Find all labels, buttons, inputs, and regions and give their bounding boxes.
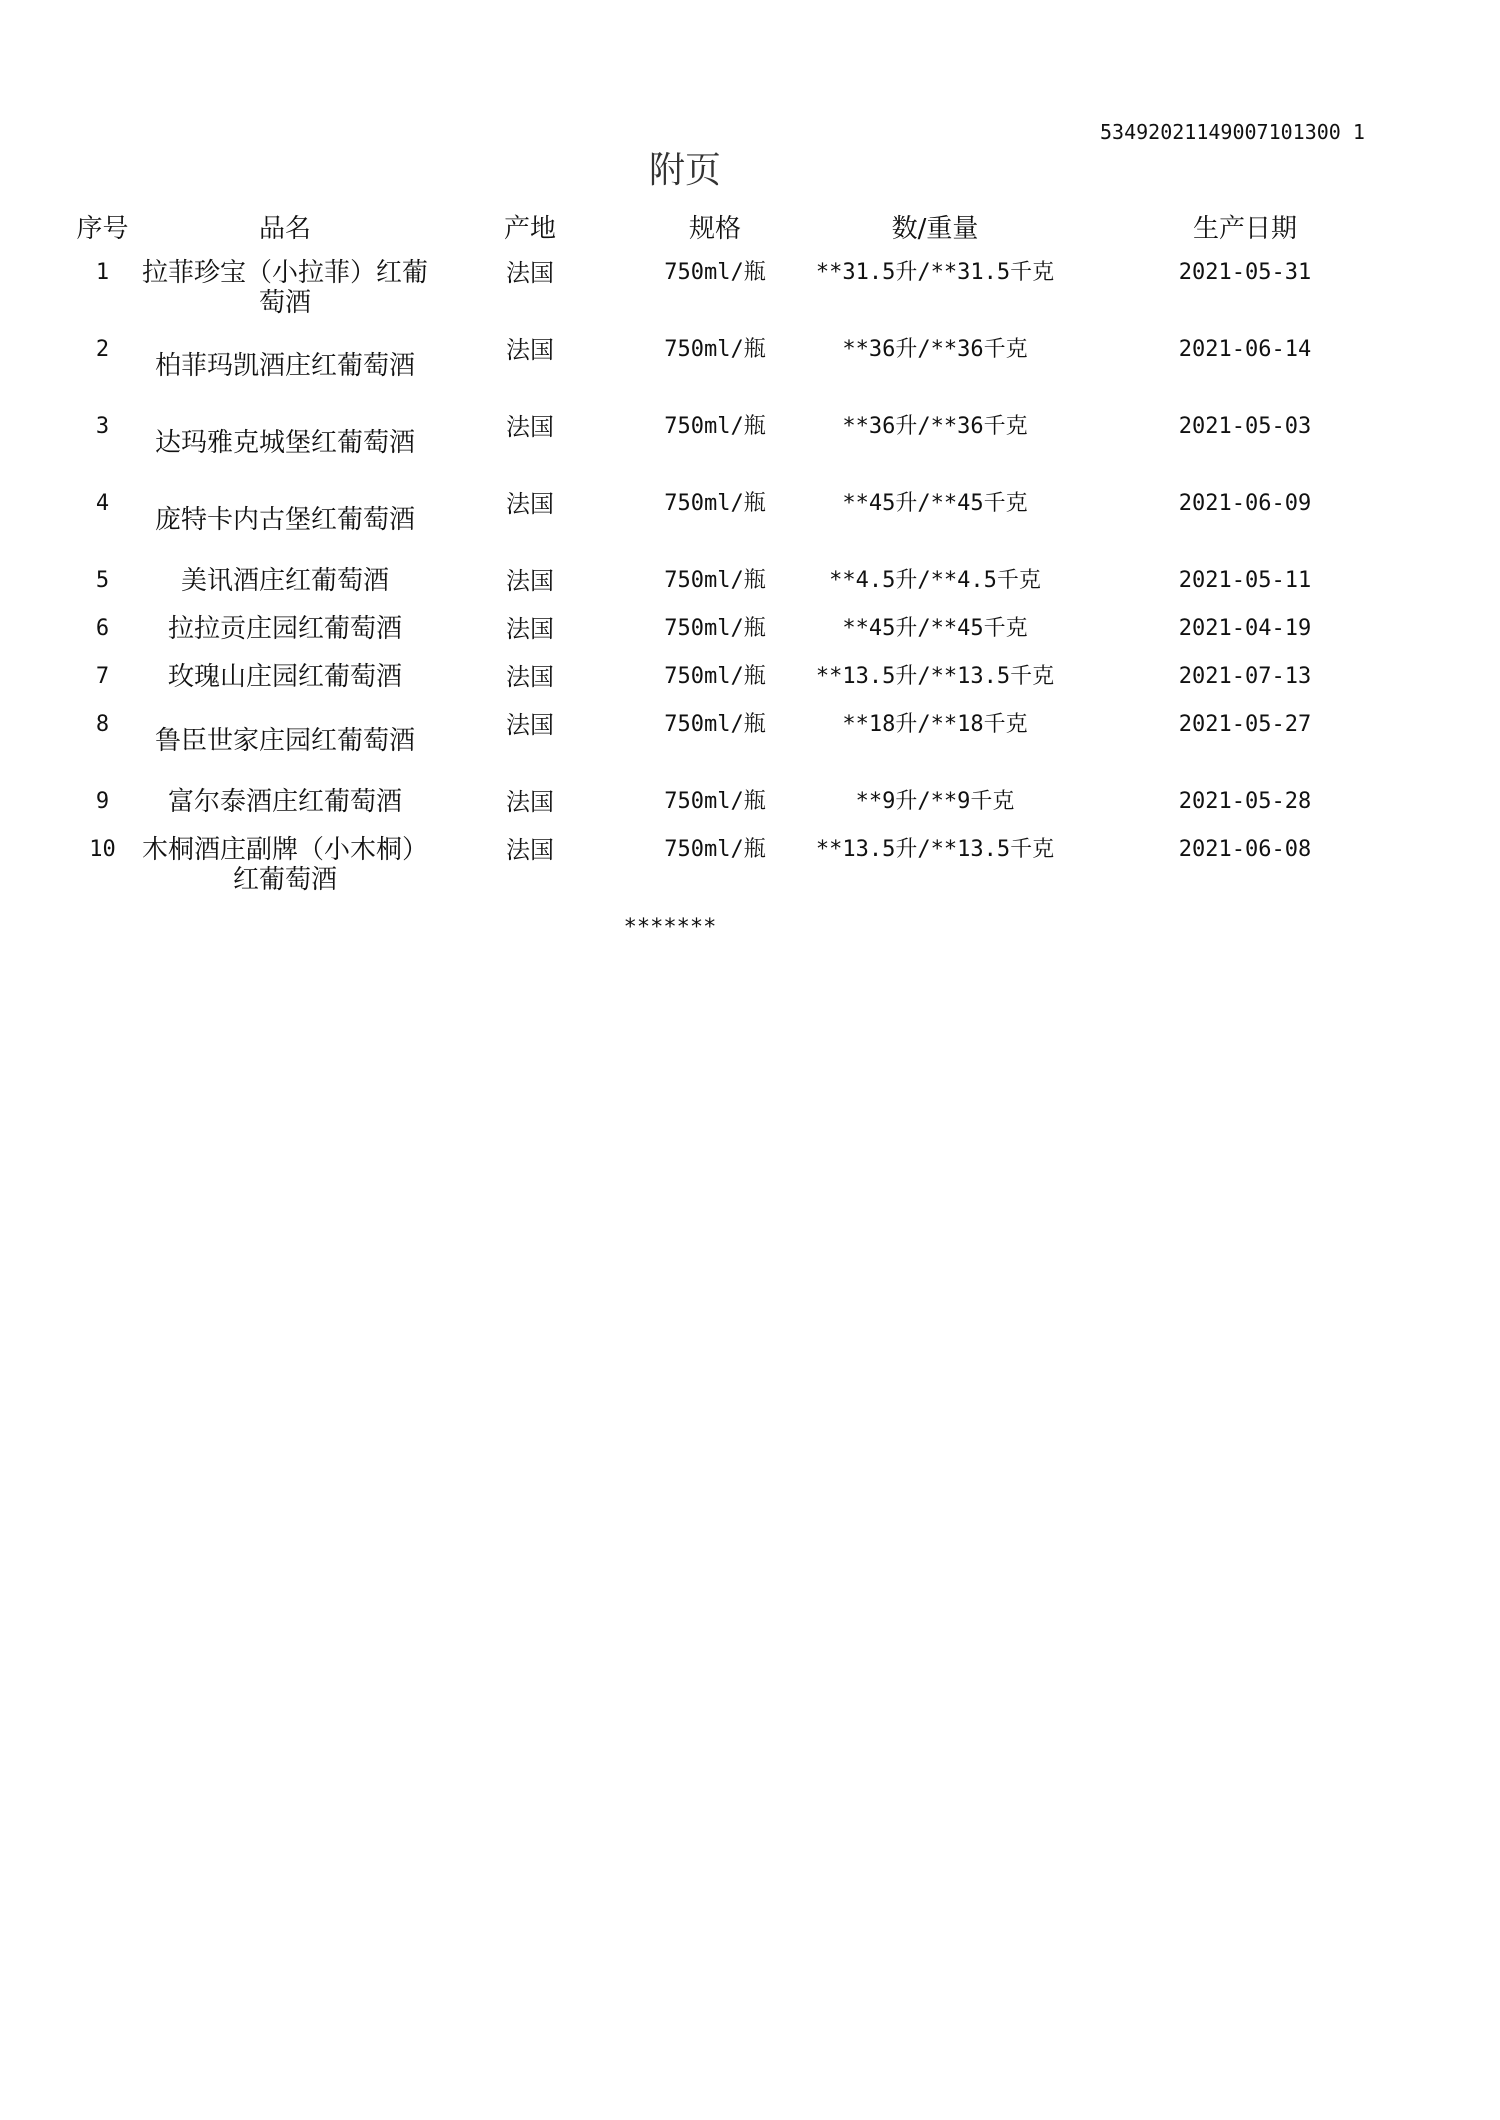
header-origin: 产地 (503, 214, 556, 244)
cell-date: 2021-06-09 (1178, 491, 1312, 516)
cell-spec: 750ml/瓶 (664, 337, 766, 362)
page-title: 附页 (648, 150, 721, 191)
header-date: 生产日期 (1192, 214, 1297, 244)
cell-spec: 750ml/瓶 (664, 837, 766, 862)
cell-origin: 法国 (506, 663, 554, 691)
cell-date: 2021-05-31 (1178, 260, 1312, 285)
cell-origin: 法国 (506, 788, 554, 816)
cell-origin: 法国 (506, 413, 554, 441)
cell-no: 7 (95, 664, 110, 689)
cell-name: 木桐酒庄副牌（小木桐）红葡萄酒 (141, 835, 428, 895)
header-name: 品名 (258, 214, 311, 244)
cell-no: 1 (95, 260, 110, 285)
end-mark: ******* (623, 915, 717, 940)
cell-qty: **36升/**36千克 (842, 414, 1028, 439)
cell-spec: 750ml/瓶 (664, 260, 766, 285)
cell-name: 柏菲玛凯酒庄红葡萄酒 (154, 351, 415, 381)
table-body (0, 258, 1500, 912)
cell-date: 2021-07-13 (1178, 664, 1312, 689)
cell-origin: 法国 (506, 836, 554, 864)
cell-qty: **4.5升/**4.5千克 (829, 568, 1041, 593)
cell-no: 9 (95, 789, 110, 814)
cell-qty: **45升/**45千克 (842, 616, 1028, 641)
cell-spec: 750ml/瓶 (664, 616, 766, 641)
cell-origin: 法国 (506, 336, 554, 364)
cell-date: 2021-06-14 (1178, 337, 1312, 362)
table-row (0, 489, 1500, 566)
cell-no: 5 (95, 568, 110, 593)
cell-no: 10 (89, 837, 116, 862)
table-row (0, 614, 1500, 662)
cell-qty: **31.5升/**31.5千克 (815, 260, 1055, 285)
table-row (0, 787, 1500, 835)
cell-name: 拉拉贡庄园红葡萄酒 (167, 614, 402, 644)
cell-spec: 750ml/瓶 (664, 712, 766, 737)
header-spec: 规格 (688, 214, 741, 244)
table-header (0, 208, 1500, 248)
cell-name: 富尔泰酒庄红葡萄酒 (167, 787, 402, 817)
cell-date: 2021-05-27 (1178, 712, 1312, 737)
header-qty: 数/重量 (891, 214, 979, 244)
cell-origin: 法国 (506, 711, 554, 739)
table-row (0, 835, 1500, 912)
cell-name: 美讯酒庄红葡萄酒 (180, 566, 389, 596)
table-row (0, 710, 1500, 787)
cell-name: 拉菲珍宝（小拉菲）红葡萄酒 (141, 258, 428, 318)
cell-date: 2021-05-28 (1178, 789, 1312, 814)
cell-qty: **13.5升/**13.5千克 (815, 664, 1055, 689)
cell-origin: 法国 (506, 567, 554, 595)
cell-name: 庞特卡内古堡红葡萄酒 (154, 505, 415, 535)
cell-spec: 750ml/瓶 (664, 664, 766, 689)
table-row (0, 335, 1500, 412)
cell-no: 2 (95, 337, 110, 362)
header-no: 序号 (76, 214, 129, 244)
cell-no: 8 (95, 712, 110, 737)
cell-date: 2021-04-19 (1178, 616, 1312, 641)
cell-date: 2021-05-03 (1178, 414, 1312, 439)
cell-spec: 750ml/瓶 (664, 491, 766, 516)
table-row (0, 566, 1500, 614)
cell-qty: **18升/**18千克 (842, 712, 1028, 737)
table-row (0, 662, 1500, 710)
cell-name: 达玛雅克城堡红葡萄酒 (154, 428, 415, 458)
cell-date: 2021-06-08 (1178, 837, 1312, 862)
cell-date: 2021-05-11 (1178, 568, 1312, 593)
cell-no: 6 (95, 616, 110, 641)
cell-qty: **9升/**9千克 (855, 789, 1015, 814)
cell-origin: 法国 (506, 259, 554, 287)
cell-qty: **13.5升/**13.5千克 (815, 837, 1055, 862)
table-row (0, 258, 1500, 335)
cell-origin: 法国 (506, 615, 554, 643)
cell-origin: 法国 (506, 490, 554, 518)
document-number: 53492021149007101300 1 (1100, 120, 1365, 144)
cell-qty: **45升/**45千克 (842, 491, 1028, 516)
cell-name: 玫瑰山庄园红葡萄酒 (167, 662, 402, 692)
table-row (0, 412, 1500, 489)
cell-spec: 750ml/瓶 (664, 414, 766, 439)
cell-qty: **36升/**36千克 (842, 337, 1028, 362)
cell-no: 4 (95, 491, 110, 516)
cell-spec: 750ml/瓶 (664, 568, 766, 593)
cell-spec: 750ml/瓶 (664, 789, 766, 814)
cell-no: 3 (95, 414, 110, 439)
cell-name: 鲁臣世家庄园红葡萄酒 (154, 726, 415, 756)
